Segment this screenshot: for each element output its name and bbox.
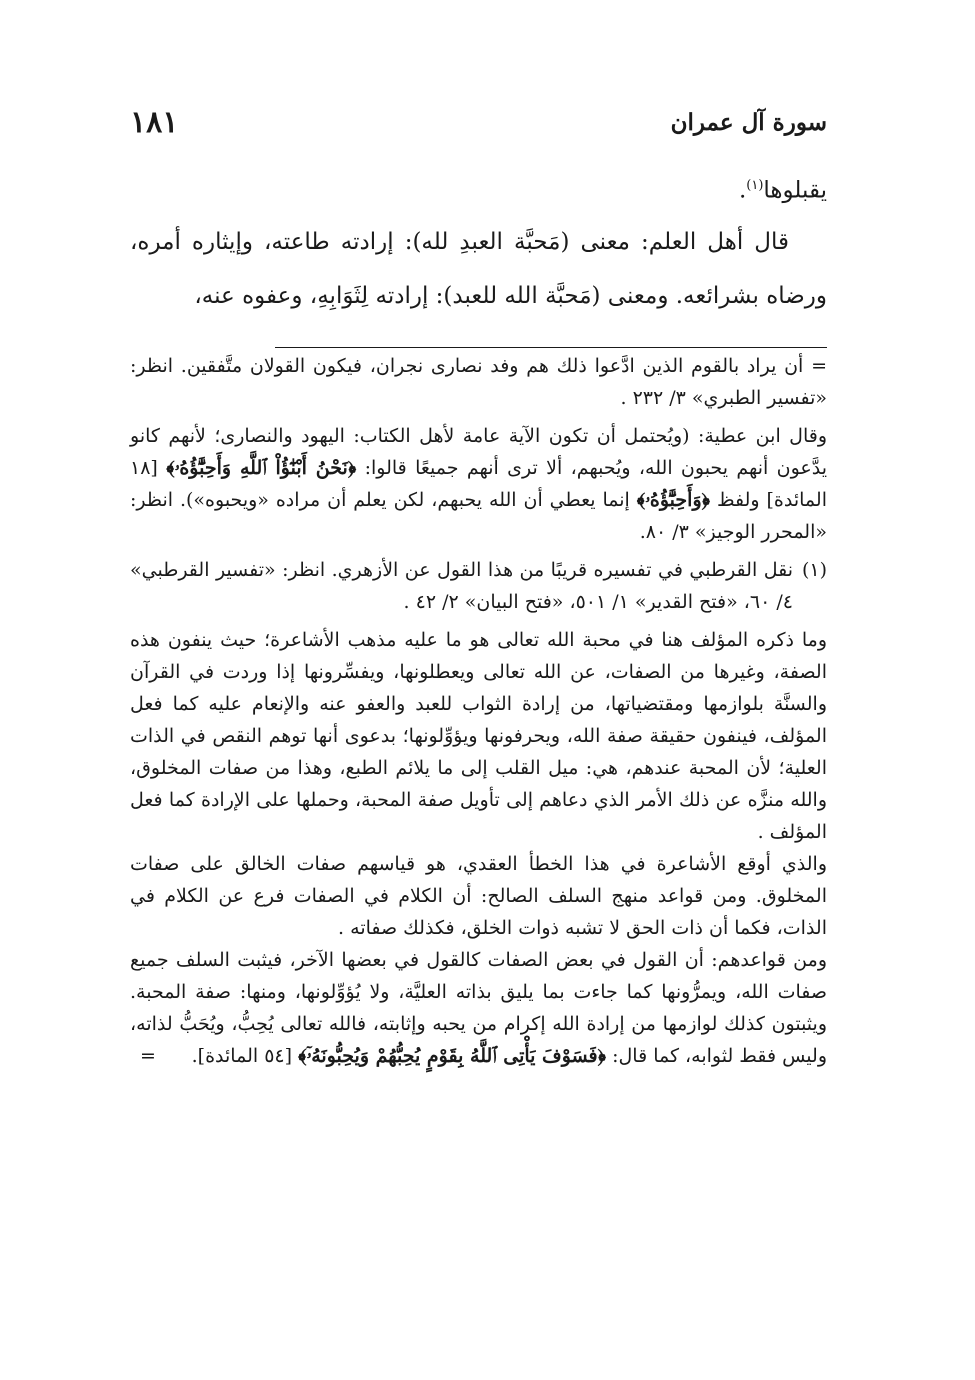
footnote-1: [130, 554, 827, 618]
page-number: ١٨١: [130, 104, 179, 140]
continuation-mark: =: [140, 1045, 156, 1067]
footnote-paragraph: [130, 420, 827, 548]
main-paragraph: قال أهل العلم: معنى (مَحبَّة العبدِ لله): إرادته طاعته، وإيثاره أمره، ورضاه بشرائعه. ومعنى (مَحبَّة الله للعبد): إرادته لِثَوَابِهِ، وعفوه عنه،: [130, 228, 827, 309]
footnote-continuation: = أن يراد بالقوم الذين ادَّعوا ذلك هم وفد نصارى نجران، فيكون القولان متَّفقين. انظر: «تفسير الطبري» ٣/ ٢٣٢ .: [130, 355, 827, 409]
continued-end: .: [738, 177, 747, 204]
main-text: [130, 162, 827, 323]
quran-quote: ﴿فَسَوْفَ يَأْتِى ٱللَّهُ بِقَوْمٍ يُحِبُّهُمْ وَيُحِبُّونَهُۥٓ﴾: [298, 1045, 607, 1067]
quran-quote: ﴿نَحْنُ أَبْنَٰٓؤُاْ ٱللَّهِ وَأَحِبَّٰٓؤُهُۥ﴾: [166, 457, 357, 479]
footnote-number: (١): [801, 559, 827, 581]
footnote-paragraph: [130, 944, 827, 1072]
footnote-text: إنما يعطي أن الله يحبهم، لكن يعلم أن مراده «ويحبوه»). انظر: «المحرر الوجيز» ٣/ ٨٠.: [130, 489, 827, 543]
page-header: [130, 100, 827, 144]
surah-title: سورة آل عمران: [670, 108, 827, 136]
quran-quote: ﴿وَأَحِبَّٰٓؤُهُۥ﴾: [636, 489, 711, 511]
footnote-paragraph: وما ذكره المؤلف هنا في محبة الله تعالى هو ما عليه مذهب الأشاعرة؛ حيث ينفون هذه الصفة، وغيرها من الصفات، عن الله تعالى ويعطلونها، ويفسِّرونها إذا وردت في القرآن والسنَّة بلوازمها ومقتضياتها، من إرادة الثواب للعبد والعفو عنه والإنعام عليه كما فعل المؤلف، فينفون حقيقة صفة الله، ويحرفونها ويؤوِّلونها؛ بدعوى أنها توهم النقص في الذات العلية؛ لأن المحبة عندهم، هي: ميل القلب إلى ما يلائم الطبع، وهذا من صفات المخلوق، والله منزَّه عن ذلك الأمر الذي دعاهم إلى تأويل صفة المحبة، وحملها على الإرادة كما فعل المؤلف .: [130, 629, 827, 843]
footnote-body: نقل القرطبي في تفسيره قريبًا من هذا القول عن الأزهري. انظر: «تفسير القرطبي» ٤/ ٦٠، «فتح القدير» ١/ ٥٠١، «فتح البيان» ٢/ ٤٢ .: [130, 559, 793, 613]
footnote-paragraph: والذي أوقع الأشاعرة في هذا الخطأ العقدي، هو قياسهم صفات الخالق على صفات المخلوق. ومن قواعد منهج السلف الصالح: أن الكلام في الصفات فرع عن الكلام في الذات، فكما أن ذات الحق لا تشبه ذوات الخلق، فكذلك صفاته .: [130, 853, 827, 939]
footnote-text: ومن قواعدهم: أن القول في بعض الصفات كالقول في بعضها الآخر، فيثبت السلف جميع صفات الله، ويمرُّونها كما جاءت بما يليق بذاته العليَّة، ولا يُؤوِّلونها، ومنها: صفة المحبة. ويثبتون كذلك لوازمها من إرادة الله إكرام من يحبه وإثابته، فالله تعالى يُحِبُّ، ويُحَبُّ لذاته، وليس فقط لثوابه، كما قال:: [130, 949, 827, 1067]
footnote-separator: [275, 347, 827, 348]
footnote-text: [٥٤ المائدة].: [191, 1045, 299, 1067]
continued-line: [130, 162, 827, 215]
continued-word: يقبلوها: [763, 177, 827, 204]
footnote-text: [١٨ المائدة] ولفظ: [130, 457, 827, 511]
footnote-text: وقال ابن عطية: (ويُحتمل أن تكون الآية عامة لأهل الكتاب: اليهود والنصارى؛ لأنهم كانو يدَّعون أنهم يحبون الله، ويُحبهم، ألا ترى أنهم جميعًا قالوا:: [130, 425, 828, 479]
footnotes: [130, 350, 827, 1072]
footnote-ref: (١): [746, 178, 764, 193]
